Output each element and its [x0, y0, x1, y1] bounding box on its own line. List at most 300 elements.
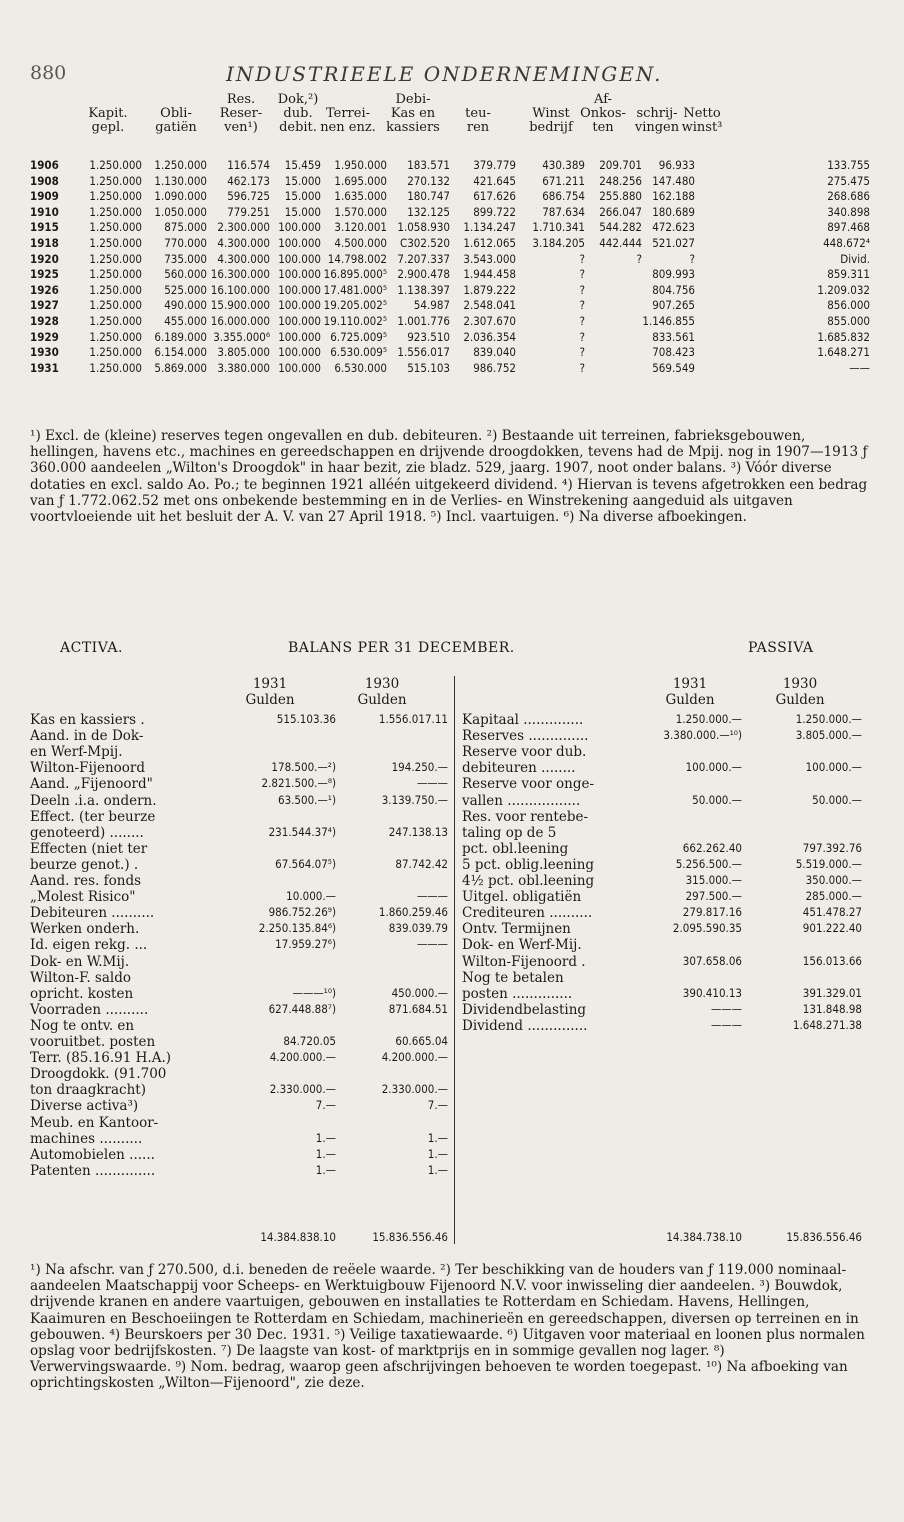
history-cell: 779.251 [227, 204, 270, 219]
activa-1930: 1.556.017.11 [378, 712, 448, 726]
history-cell: 100.000 [278, 236, 321, 250]
passiva-1931: 662.262.40 [682, 840, 742, 855]
activa-1931: 1.— [315, 1146, 336, 1161]
activa-label: Deeln .i.a. ondern. [30, 792, 157, 809]
activa-label: Aand. res. fonds [30, 873, 142, 889]
history-cell: 735.000 [164, 251, 207, 266]
history-cell: 6.189.000 [154, 329, 207, 344]
history-cell: ? [579, 314, 585, 328]
activa-1931: 515.103.36 [276, 712, 336, 726]
history-head-cell: Kas en [390, 106, 436, 121]
history-cell: 617.626 [473, 189, 516, 204]
history-cell: 100.000 [278, 314, 321, 328]
activa-label: Automobielen ...... [30, 1146, 155, 1163]
history-cell: 560.000 [164, 267, 207, 282]
history-cell: 133.755 [827, 158, 870, 172]
history-cell: 5.869.000 [154, 360, 207, 375]
activa-label: Nog te ontv. en [30, 1017, 135, 1034]
passiva-label: Dividendbelasting [462, 1001, 587, 1018]
history-cell: 19.110.002⁵ [323, 314, 387, 328]
activa-1930: ——— [416, 937, 448, 952]
activa-1931: 63.500.—¹) [277, 792, 336, 807]
history-cell: 1.001.776 [397, 314, 450, 328]
history-cell: 1.250.000 [89, 236, 142, 250]
history-cell: 1.250.000 [89, 204, 142, 219]
history-cell: 462.173 [227, 173, 270, 188]
history-cell: 859.311 [827, 267, 870, 282]
history-cell: 7.207.337 [397, 251, 450, 266]
activa-1930: ——— [416, 776, 448, 791]
history-cell: 4.500.000 [334, 236, 387, 250]
passiva-label: Reserve voor dub. [462, 744, 587, 761]
history-cell: 100.000 [278, 360, 321, 375]
history-cell: 1.250.000 [89, 282, 142, 297]
passiva-1930: 1.250.000.— [795, 712, 862, 726]
history-cell: 1.250.000 [89, 220, 142, 235]
history-cell: 16.300.000 [210, 267, 270, 282]
history-cell: 544.282 [599, 220, 642, 235]
history-cell: Divid. [840, 251, 870, 266]
history-cell: 2.548.041 [463, 298, 516, 313]
activa-label: ACTIVA. [60, 640, 123, 656]
activa-1931: 84.720.05 [283, 1034, 336, 1048]
activa-label: opricht. kosten [30, 985, 134, 1002]
passiva-1931: 307.658.06 [682, 953, 742, 968]
history-head-cell: ven¹) [224, 120, 258, 135]
balance-sheet [30, 676, 870, 1266]
history-cell: 1.879.222 [463, 282, 516, 297]
history-head-cell: gepl. [91, 120, 125, 135]
history-cell: 100.000 [278, 251, 321, 266]
activa-1930: 7.— [427, 1098, 448, 1113]
history-year: 1906 [30, 158, 59, 172]
history-cell: 686.754 [542, 189, 585, 204]
activa-label: Terr. (85.16.91 H.A.) [30, 1050, 171, 1067]
activa-label: Effecten (niet ter [30, 840, 148, 857]
history-head-cell: kassiers [386, 120, 440, 135]
page-header [30, 56, 890, 86]
activa-label: Werken onderh. [30, 921, 140, 938]
history-cell: 833.561 [652, 329, 695, 344]
passiva-label: pct. obl.leening [462, 840, 569, 857]
history-cell: 1.944.458 [463, 267, 516, 282]
passiva-label: posten .............. [462, 985, 573, 1002]
history-head-cell: ren [466, 120, 490, 135]
activa-label: ton draagkracht) [30, 1082, 147, 1099]
passiva-1930: 156.013.66 [802, 953, 862, 968]
history-cell: 1.250.000 [89, 251, 142, 266]
history-cell: 96.933 [658, 158, 695, 172]
history-cell: 1.695.000 [334, 173, 387, 188]
history-cell: 2.307.670 [463, 314, 516, 328]
history-cell: 248.256 [599, 173, 642, 188]
passiva-1931: 3.380.000.—¹⁰) [663, 728, 742, 743]
activa-1931: 627.448.88⁷) [268, 1001, 336, 1016]
history-cell: 804.756 [652, 282, 695, 297]
passiva-1931: ——— [710, 1001, 742, 1016]
activa-1930: 450.000.— [391, 985, 448, 1000]
passiva-1931: 100.000.— [685, 760, 742, 775]
history-head-cell: dub. [283, 106, 313, 121]
history-year: 1931 [30, 360, 59, 375]
history-cell: 1.146.855 [642, 314, 695, 328]
passiva-label: 5 pct. oblig.leening [462, 856, 595, 873]
currency-label: Gulden [665, 692, 715, 708]
history-cell: 268.686 [827, 189, 870, 204]
history-cell: 180.689 [652, 204, 695, 219]
activa-label: Effect. (ter beurze [30, 808, 156, 825]
total-activa-1930: 15.836.556.46 [372, 1230, 448, 1244]
history-cell: 116.574 [227, 158, 270, 172]
history-cell: 180.747 [407, 189, 450, 204]
page-number: 880 [30, 62, 67, 84]
history-cell: 15.000 [284, 189, 321, 204]
history-head-cell: Kapit. [88, 106, 128, 121]
history-cell: 1.209.032 [817, 282, 870, 297]
passiva-label: Crediteuren .......... [462, 905, 593, 922]
history-head-cell: bedrijf [529, 120, 573, 135]
passiva-1930: 5.519.000.— [795, 856, 862, 871]
history-cell: 455.000 [164, 314, 207, 328]
activa-1930: 60.665.04 [395, 1034, 448, 1048]
activa-1931: 2.330.000.— [269, 1082, 336, 1097]
history-year: 1920 [30, 251, 59, 266]
history-cell: 521.027 [652, 236, 695, 250]
passiva-label: taling op de 5 [462, 824, 557, 841]
activa-1931: 986.752.26⁹) [268, 905, 336, 920]
history-cell: 923.510 [407, 329, 450, 344]
activa-1931: 7.— [315, 1098, 336, 1113]
passiva-label: Res. voor rentebe- [462, 808, 589, 825]
history-cell: 1.570.000 [334, 204, 387, 219]
history-cell: 1.250.000 [89, 267, 142, 282]
history-head-cell: Reser- [219, 106, 263, 121]
history-cell: 132.125 [407, 204, 450, 219]
activa-1931: 17.959.27⁶) [275, 937, 336, 952]
activa-1930: 1.— [427, 1162, 448, 1177]
history-cell: 1.250.000 [89, 158, 142, 172]
activa-1931: 4.200.000.— [269, 1050, 336, 1065]
total-activa-1931: 14.384.838.10 [260, 1230, 336, 1244]
history-year: 1908 [30, 173, 59, 188]
passiva-1931: 2.095.590.35 [672, 921, 742, 936]
year-label: 1930 [364, 676, 400, 692]
passiva-1931: 390.410.13 [682, 985, 742, 1000]
passiva-label: 4½ pct. obl.leening [462, 873, 595, 889]
history-cell: 100.000 [278, 267, 321, 282]
activa-1931: 178.500.—²) [271, 760, 336, 775]
history-cell: 183.571 [407, 158, 450, 172]
currency-label: Gulden [245, 692, 295, 708]
history-cell: 986.752 [473, 360, 516, 375]
passiva-1930: 391.329.01 [802, 985, 862, 1000]
passiva-label: Wilton-Fijenoord . [462, 953, 586, 970]
year-label: 1931 [672, 676, 708, 692]
passiva-label: Nog te betalen [462, 969, 564, 986]
history-cell: 4.300.000 [217, 251, 270, 266]
history-cell: 3.543.000 [463, 251, 516, 266]
history-head-cell: Winst [532, 106, 570, 121]
activa-label: Voorraden .......... [30, 1001, 149, 1018]
history-cell: 1.556.017 [397, 345, 450, 360]
history-cell: ? [636, 251, 642, 266]
history-cell: 525.000 [164, 282, 207, 297]
activa-1931: 10.000.— [286, 889, 336, 904]
activa-1930: 1.860.259.46 [378, 905, 448, 920]
history-cell: 472.623 [652, 220, 695, 235]
history-cell: 100.000 [278, 298, 321, 313]
history-cell: 1.635.000 [334, 189, 387, 204]
activa-1930: 871.684.51 [388, 1001, 448, 1016]
activa-1930: 4.200.000.— [381, 1050, 448, 1065]
history-cell: 708.423 [652, 345, 695, 360]
history-cell: 16.100.000 [210, 282, 270, 297]
history-cell: 15.000 [284, 204, 321, 219]
history-cell: 100.000 [278, 329, 321, 344]
history-cell: 809.993 [652, 267, 695, 282]
history-cell: 1.138.397 [397, 282, 450, 297]
history-year: 1915 [30, 220, 59, 235]
history-cell: ? [579, 298, 585, 313]
activa-label: vooruitbet. posten [30, 1034, 156, 1050]
history-cell: 839.040 [473, 345, 516, 360]
history-cell: 266.047 [599, 204, 642, 219]
activa-label: en Werf-Mpij. [30, 744, 123, 761]
activa-label: Wilton-Fijenoord [30, 760, 145, 777]
column-divider [454, 676, 455, 1244]
history-cell: 897.468 [827, 220, 870, 235]
history-cell: 907.265 [652, 298, 695, 313]
activa-1930: 2.330.000.— [381, 1082, 448, 1097]
activa-label: Id. eigen rekg. ... [30, 937, 148, 954]
activa-label: Aand. in de Dok- [30, 728, 144, 745]
passiva-1930: 131.848.98 [802, 1001, 862, 1016]
history-cell: 3.184.205 [532, 236, 585, 250]
activa-1930: 247.138.13 [388, 824, 448, 839]
activa-1931: 67.564.07⁵) [275, 856, 336, 871]
history-cell: ? [579, 360, 585, 375]
history-cell: ? [689, 251, 695, 266]
history-cell: 379.779 [473, 158, 516, 172]
history-head-cell: nen enz. [320, 120, 376, 135]
history-head-cell: Onkos- [580, 106, 626, 121]
history-cell: 2.036.354 [463, 329, 516, 344]
footnotes-top: ¹) Excl. de (kleine) reserves tegen ongevallen en dub. debiteuren. ²) Bestaande uit terreinen, fabrieksgebouwen, hellingen, havens etc., machines en gereedschappen en drijvende droogdokken, tevens had de Mpij. nog in 1907—1913 ƒ 360.000 aandeelen „Wilton's Droogdok" in haar bezit, zie bladz. 529, jaarg. 1907, noot onder balans. ³) Vóór diverse dotaties en excl. saldo Ao. Po.; te beginnen 1921 alléén uitgekeerd dividend. ⁴) Hiervan is tevens afgetrokken een bedrag van ƒ 1.772.062.52 met ons onbekende bestemming en in de Verlies- en Winstrekening aangeduid als uitgaven voortvloeiende uit het besluit der A. V. van 27 April 1918. ⁵) Incl. vaartuigen. ⁶) Na diverse afboekingen. [30, 428, 868, 526]
activa-label: Meub. en Kantoor- [30, 1114, 159, 1131]
passiva-label: Dok- en Werf-Mij. [462, 937, 582, 954]
activa-label: machines .......... [30, 1130, 143, 1147]
activa-1931: ———¹⁰) [292, 985, 336, 1000]
activa-1930: ——— [416, 889, 448, 904]
activa-1930: 839.039.79 [388, 921, 448, 936]
history-cell: 100.000 [278, 345, 321, 360]
passiva-1930: 451.478.27 [802, 905, 862, 920]
history-cell: C302.520 [400, 236, 450, 250]
history-cell: 16.895.000⁵ [323, 267, 387, 282]
history-cell: —— [849, 360, 870, 375]
year-label: 1930 [782, 676, 818, 692]
history-cell: 275.475 [827, 173, 870, 188]
history-year: 1925 [30, 267, 59, 282]
history-cell: 515.103 [407, 360, 450, 375]
passiva-1931: 1.250.000.— [675, 712, 742, 726]
activa-label: Debiteuren .......... [30, 905, 155, 922]
history-cell: 671.211 [542, 173, 585, 188]
history-cell: 270.132 [407, 173, 450, 188]
history-year: 1929 [30, 329, 59, 344]
passiva-1930: 350.000.— [805, 873, 862, 887]
history-cell: 1.250.000 [89, 189, 142, 204]
history-cell: 3.805.000 [217, 345, 270, 360]
passiva-label: Uitgel. obligatiën [462, 889, 582, 906]
passiva-1930: 100.000.— [805, 760, 862, 775]
total-passiva-1930: 15.836.556.46 [786, 1230, 862, 1244]
history-cell: 490.000 [164, 298, 207, 313]
history-cell: 855.000 [827, 314, 870, 328]
passiva-label: Dividend .............. [462, 1017, 588, 1034]
history-cell: 2.900.478 [397, 267, 450, 282]
history-head-cell: gatiën [155, 120, 197, 135]
activa-1930: 194.250.— [391, 760, 448, 775]
activa-1931: 1.— [315, 1162, 336, 1177]
history-cell: 255.880 [599, 189, 642, 204]
passiva-1930: 1.648.271.38 [792, 1017, 862, 1032]
history-cell: 1.250.000 [89, 314, 142, 328]
passiva-1930: 285.000.— [805, 889, 862, 904]
history-cell: 448.672⁴ [823, 236, 870, 250]
history-head-cell: schrij- [636, 106, 678, 121]
history-year: 1926 [30, 282, 59, 297]
history-year: 1930 [30, 345, 59, 360]
passiva-1930: 797.392.76 [802, 840, 862, 855]
history-head-cell: Debi- [395, 92, 431, 107]
passiva-1931: 50.000.— [692, 792, 742, 807]
passiva-1930: 3.805.000.— [795, 728, 862, 743]
history-cell: 569.549 [652, 360, 695, 375]
history-cell: 3.120.001 [334, 220, 387, 235]
activa-1930: 3.139.750.— [381, 792, 448, 807]
history-head-cell: Af- [594, 92, 612, 107]
activa-label: Wilton-F. saldo [30, 969, 131, 986]
passiva-label: vallen ................. [462, 792, 581, 809]
activa-1930: 1.— [427, 1130, 448, 1145]
activa-label: Aand. „Fijenoord" [30, 776, 153, 793]
passiva-label: Ontv. Termijnen [462, 921, 571, 938]
history-cell: 100.000 [278, 282, 321, 297]
activa-1931: 2.250.135.84⁶) [258, 921, 336, 936]
passiva-1931: 315.000.— [685, 873, 742, 887]
history-cell: 4.300.000 [217, 236, 270, 250]
history-cell: 1.250.000 [89, 173, 142, 188]
history-cell: 54.987 [413, 298, 450, 313]
history-year: 1918 [30, 236, 59, 250]
history-cell: 770.000 [164, 236, 207, 250]
activa-label: „Molest Risico" [30, 889, 136, 906]
history-cell: 6.530.000 [334, 360, 387, 375]
history-cell: 1.250.000 [89, 360, 142, 375]
passiva-label: debiteuren ........ [462, 760, 576, 777]
history-cell: 1.250.000 [154, 158, 207, 172]
history-cell: ? [579, 329, 585, 344]
history-cell: 6.725.009⁵ [330, 329, 387, 344]
history-cell: 15.900.000 [210, 298, 270, 313]
currency-label: Gulden [775, 692, 825, 708]
activa-label: Dok- en W.Mij. [30, 953, 130, 970]
history-cell: 1.710.341 [532, 220, 585, 235]
history-cell: 17.481.000⁵ [323, 282, 387, 297]
history-cell: 3.355.000⁶ [213, 329, 270, 344]
history-cell: 1.685.832 [817, 329, 870, 344]
history-cell: 1.090.000 [154, 189, 207, 204]
activa-label: genoteerd) ........ [30, 824, 144, 841]
passiva-1931: ——— [710, 1017, 742, 1032]
history-cell: 421.645 [473, 173, 516, 188]
history-cell: ? [579, 345, 585, 360]
history-cell: 899.722 [473, 204, 516, 219]
balance-title: BALANS PER 31 DECEMBER. [288, 640, 515, 656]
year-label: 1931 [252, 676, 288, 692]
history-cell: 1.250.000 [89, 298, 142, 313]
history-cell: 1.648.271 [817, 345, 870, 360]
history-cell: 1.250.000 [89, 345, 142, 360]
passiva-label: Reserves .............. [462, 728, 589, 745]
activa-label: Kas en kassiers . [30, 712, 145, 728]
activa-1931: 1.— [315, 1130, 336, 1145]
total-passiva-1931: 14.384.738.10 [666, 1230, 742, 1244]
history-head-cell: Terrei- [325, 106, 371, 121]
history-cell: 15.000 [284, 173, 321, 188]
activa-1931: 231.544.37⁴) [268, 824, 336, 839]
history-cell: 1.612.065 [463, 236, 516, 250]
passiva-1930: 50.000.— [812, 792, 862, 807]
history-year: 1910 [30, 204, 59, 219]
passiva-1930: 901.222.40 [802, 921, 862, 936]
history-cell: 1.050.000 [154, 204, 207, 219]
history-cell: 100.000 [278, 220, 321, 235]
passiva-label: Reserve voor onge- [462, 776, 595, 793]
activa-1930: 87.742.42 [395, 856, 448, 871]
activa-label: Patenten .............. [30, 1162, 156, 1179]
history-head-cell: teu- [465, 106, 491, 121]
passiva-1931: 5.256.500.— [675, 856, 742, 871]
history-head-cell: debit. [279, 120, 317, 135]
history-head-cell: Res. [226, 92, 256, 107]
history-cell: ? [579, 251, 585, 266]
activa-label: Diverse activa³) [30, 1098, 139, 1115]
history-cell: 340.898 [827, 204, 870, 219]
history-cell: 1.130.000 [154, 173, 207, 188]
passiva-1931: 297.500.— [685, 889, 742, 904]
history-head-cell: winst³ [681, 120, 723, 135]
history-head-cell: Obli- [160, 106, 192, 121]
passiva-label: PASSIVA [748, 640, 814, 656]
footnotes-bottom: ¹) Na afschr. van ƒ 270.500, d.i. beneden de reëele waarde. ²) Ter beschikking van de houders van ƒ 119.000 nominaal-aandeelen Maatschappij voor Scheeps- en Werktuigbouw Fijenoord N.V. voor inwisseling dier aandeelen. ³) Bouwdok, drijvende kranen en andere vaartuigen, gebouwen en installaties te Rotterdam en Schiedam. Havens, Hellingen, Kaaimuren en Beschoeiingen te Rotterdam en Schiedam, machinerieën en gereedschappen, diversen op terreinen en in gebouwen. ⁴) Beurskoers per 30 Dec. 1931. ⁵) Veilige taxatiewaarde. ⁶) Uitgaven voor materiaal en loonen plus normalen opslag voor bedrijfskosten. ⁷) De laagste van kost- of marktprijs en in sommige gevallen nog lager. ⁸) Verwervingswaarde. ⁹) Nom. bedrag, waarop geen afschrijvingen behoeven te worden toegepast. ¹⁰) Na afboeking van oprichtingskosten „Wilton—Fijenoord", zie deze. [30, 1262, 865, 1392]
balance-title-row [30, 640, 850, 660]
history-cell: 16.000.000 [210, 314, 270, 328]
history-cell: 209.701 [599, 158, 642, 172]
history-head-cell: Netto [683, 106, 721, 121]
history-year: 1928 [30, 314, 59, 328]
history-cell: ? [579, 267, 585, 282]
history-cell: 15.459 [284, 158, 321, 172]
activa-1930: 1.— [427, 1146, 448, 1161]
history-cell: 875.000 [164, 220, 207, 235]
history-cell: 787.634 [542, 204, 585, 219]
history-cell: 19.205.002⁵ [323, 298, 387, 313]
history-cell: 6.154.000 [154, 345, 207, 360]
history-cell: ? [579, 282, 585, 297]
history-cell: 14.798.002 [327, 251, 387, 266]
